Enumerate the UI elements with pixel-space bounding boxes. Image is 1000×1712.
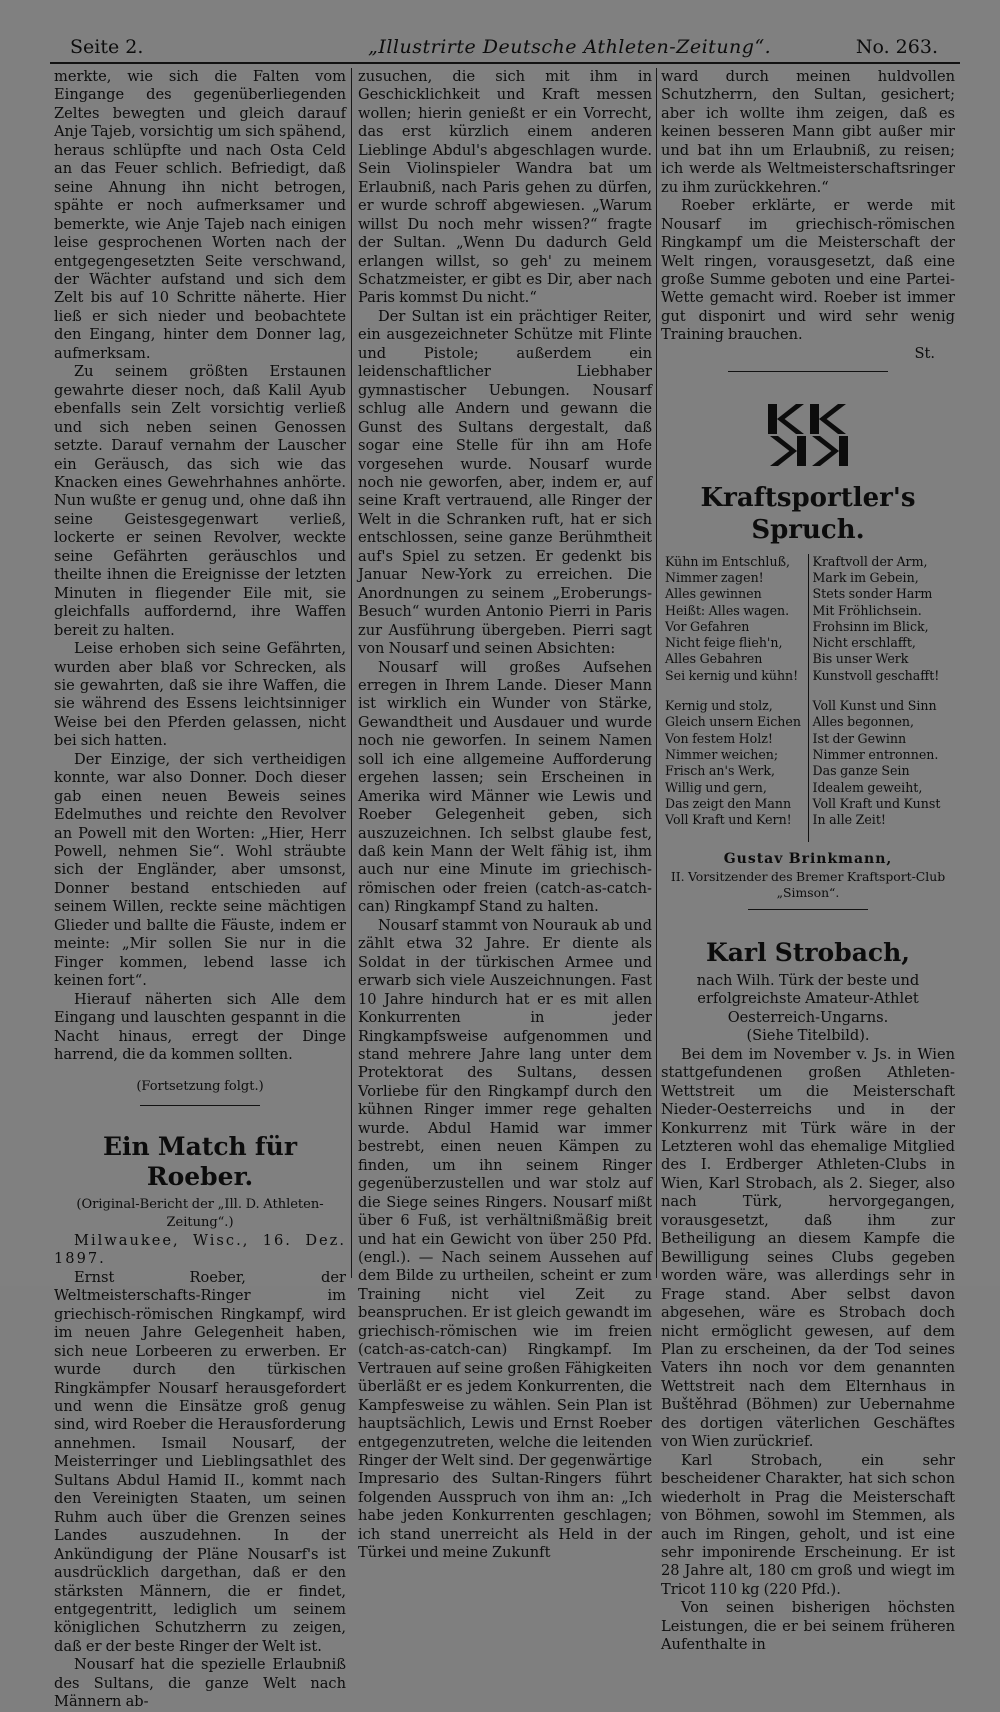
article-note: (Siehe Titelbild). [746,1027,870,1045]
story-paragraph: Leise erhoben sich seine Gefährten, wurden aber blaß vor Schrecken, als sie gewahrten, daß sie ihre Waffen, die sie während des Essens leichtsinniger Weise bei den Pferden gelassen, nicht bei sich hatten. [54,640,346,750]
poem-column-left [661,554,809,843]
dateline: Milwaukee, Wisc., 16. Dez. 1897. [54,1231,346,1268]
story-paragraph: merkte, wie sich die Falten vom Eingange des gegenüberliegenden Zeltes bewegten und gleich darauf Anje Tajeb, vorsichtig um sich spähend, heraus schlüpfte und nach Osta Celd an das Feuer schlich. Befriedigt, daß seine Ahnung ihn nicht betrogen, spähte er noch aufmerksamer und bemerkte, wie Anje Tajeb nach einigen leise gesprochenen Worten nach der entgegengesetzten Seite verschwand, der Wächter aufstand und sich dem Zelt bis auf 10 Schritte näherte. Hier ließ er sich nieder und beobachtete den Eingang, hinter dem Donner lag, aufmerksam. [54,68,346,362]
header-rule [50,62,960,64]
poem-title: Kraftsportler's Spruch. [700,482,916,545]
column-2 [358,68,652,1563]
poem-line: Mark im Gebein, [812,570,919,585]
article-paragraph: Karl Strobach, ein sehr bescheidener Charakter, hat sich schon wiederholt in Prag die Meisterschaft von Böhmen, sowohl im Stemmen, als auch im Ringen, geholt, und ist eine sehr imponirende Erscheinung. Er ist 28 Jahre alt, 180 cm groß und wiegt im Tricot 110 kg (220 Pfd.). [661,1451,955,1598]
poem-line: Alles gewinnen [665,586,762,602]
article-source-line: (Original-Bericht der „Ill. D. Athleten-Zeitung“.) [76,1196,324,1230]
column-3 [661,68,955,1655]
poem-line: Voll Kraft und Kern! [665,812,792,828]
poem-column-right [809,554,956,843]
poem-line: Nimmer entronnen. [812,746,939,762]
poem-line: Kraftvoll der Arm, [812,553,928,569]
poem-line: Nimmer zagen! [665,570,764,585]
article-headline: Karl Strobach, [705,937,911,967]
poem-stanza [813,554,952,684]
poem-line: Mit Fröhlichsein. [812,602,922,618]
article-paragraph: ward durch meinen huldvollen Schutzherrn, den Sultan, gesichert; aber ich wollte ihm zeigen, daß es keinen besseren Mann gibt außer mir und bat ihn um Erlaubniß, zu reisen; ich werde als Weltmeisterschaftsringer zu ihm zurückkehren.“ [661,68,955,196]
poem-line: Alles begonnen, [812,714,915,730]
page-number: Seite 2. [70,36,144,58]
article-paragraph: Ernst Roeber, der Weltmeisterschafts-Ringer im griechisch-römischen Ringkampf, wird im neuen Jahre Gelegenheit haben, sich neue Lorbeeren zu erwerben. Er wurde durch den türkischen Ringkämpfer Nousarf herausgefordert und wenn die Einsätze groß genug sind, wird Roeber die Herausforderung annehmen. Ismail Nousarf, der Meisterringer und Lieblingsathlet des Sultans Abdul Hamid II., kommt nach den Vereinigten Staaten, um seinen Ruhm auch über die Grenzen seines Landes auszudehnen. In der Ankündigung der Pläne Nousarf's ist ausdrücklich dargethan, daß er den stärksten Männern, die er findet, entgegentritt, lediglich um seinem königlichen Schutzherrn zu zeigen, daß er der beste Ringer der Welt ist. [54,1268,346,1655]
story-paragraph: Zu seinem größten Erstaunen gewahrte dieser noch, daß Kalil Ayub ebenfalls sein Zelt vorsichtig verließ und sich neben seinen Genossen setzte. Darauf vernahm der Lauscher ein Geräusch, das sich wie das Knacken eines Gewehrhahnes anhörte. Nun wußte er genug und, ohne daß ihn seine Geistesgegenwart verließ, lockerte er seinen Revolver, weckte seine Gefährten geräuschlos und theilte ihnen die Ereignisse der letzten Minuten in fliegender Eile mit, sie gleichfalls auffordernd, ihre Waffen bereit zu halten. [54,363,346,639]
poem-line: Kernig und stolz, [665,698,773,714]
article-signature: St. [914,344,935,362]
poem-line: Voll Kunst und Sinn [812,698,937,714]
kk-emblem-icon [661,400,955,475]
poem-line: Nicht erschlafft, [812,635,916,651]
story-paragraph: Der Einzige, der sich vertheidigen konnte, war also Donner. Doch dieser gab einen neuen Beweis seines Edelmuthes und reichte den Revolver an Powell mit den Worten: „Hier, Herr Powell, nehmen Sie“. Wohl sträubte sich der Engländer, aber umsonst, Donner bestand entschieden auf seinem Willen, reckte seine mächtigen Glieder und ballte die Fäuste, indem er meinte: „Mir sollen Sie nur in die Finger kommen, lebend lasse ich keinen fort“. [54,750,346,990]
poem-line: Idealem geweiht, [812,779,923,795]
story-paragraph: Hierauf näherten sich Alle dem Eingang und lauschten gespannt in die Nacht hinaus, erregt der Dinge harrend, die da kommen sollten. [54,990,346,1064]
article-paragraph: Nousarf stammt von Nourauk ab und zählt etwa 32 Jahre. Er diente als Soldat in der türkischen Armee und erwarb sich viele Auszeichnungen. Fast 10 Jahre hindurch hat er es mit allen Konkurrenten in jeder Ringkampfsweise aufgenommen und stand mehrere Jahre lang unter dem Protektorat des Sultans, dessen Vorliebe für den Ringkampf durch den kühnen Ringer immer rege gehalten wurde. Abdul Hamid war immer bestrebt, einen neuen Kämpen zu finden, um ihn seinem Ringer gegenüberzustellen und war stolz auf die Siege seines Ringers. Nousarf mißt über 6 Fuß, ist verhältnißmäßig breit und hat ein Gewicht von über 250 Pfd. (engl.). — Nach seinem Aussehen auf dem Bilde zu urtheilen, scheint er zum Training nicht viel Zeit zu beanspruchen. Er ist gleich gewandt im griechisch-römischen wie im freien (catch-as-catch-can) Ringkampf. Im Vertrauen auf seine großen Fähigkeiten überläßt er es jedem Konkurrenten, die Kampfesweise zu wählen. Sein Plan ist hauptsächlich, Lewis und Ernst Roeber entgegenzutreten, welche die leitenden Ringer der Welt sind. Der gegenwärtige Impresario des Sultan-Ringers führt folgenden Ausspruch von ihm an: „Ich habe jeden Konkurrenten geschlagen; ich stand unerreicht als Held in der Türkei und meine Zukunft [358,916,652,1562]
poem-line: Stets sonder Harm [812,586,933,602]
article-paragraph: Nousarf hat die spezielle Erlaubniß des Sultans, die ganze Welt nach Männern ab- [54,1656,346,1711]
poem-stanza [665,698,804,828]
article-paragraph: Der Sultan ist ein prächtiger Reiter, ein ausgezeichneter Schütze mit Flinte und Pistole; außerdem ein leidenschaftlicher Liebhaber gymnastischer Uebungen. Nousarf schlug alle Andern und gewann die Gunst des Sultans dergestalt, daß sogar eine Stelle für ihn am Hofe vorgesehen wurde. Nousarf wurde noch nie geworfen, aber, indem er, auf seine Kraft vertrauend, alle Ringer der Welt in die Schranken ruft, hat er sich entschlossen, seine ganze Berühmtheit auf's Spiel zu setzen. Er gedenkt bis Januar New-York zu erreichen. Die Anordnungen zu seinem „Eroberungs-Besuch“ wurden Antonio Pierri in Paris zur Ausführung übergeben. Pierri sagt von Nousarf und seinen Absichten: [358,307,652,658]
poem-line: Heißt: Alles wagen. [665,602,790,618]
poem-line: Von festem Holz! [665,730,773,746]
section-rule [748,909,868,910]
issue-number: No. 263. [855,36,938,58]
article-subheading: nach Wilh. Türk der beste und erfolgreichste Amateur-Athlet Oesterreich-Ungarns. [696,971,920,1026]
poem-line: Das ganze Sein [812,763,910,779]
article-paragraph: zusuchen, die sich mit ihm in Geschicklichkeit und Kraft messen wollen; hierin genießt er ein Vorrecht, das erst kürzlich einem anderen Lieblinge Abdul's abgeschlagen wurde. Sein Violinspieler Wandra bat um Erlaubniß, nach Paris gehen zu dürfen, er wurde schroff abgewiesen. „Warum willst Du noch mehr wissen?“ fragte der Sultan. „Wenn Du dadurch Geld erlangen willst, so geh' zu meinem Schatzmeister, er gibt es Dir, aber nach Paris kommst Du nicht.“ [358,68,652,307]
continuation-note: (Fortsetzung folgt.) [136,1079,264,1095]
poem-line: Nimmer weichen; [665,746,779,762]
article-paragraph: Bei dem im November v. Js. in Wien stattgefundenen großen Athleten-Wettstreit um die Meisterschaft Nieder-Oesterreichs und in der Konkurrenz mit Türk wäre in der Letzteren wohl das ehemalige Mitglied des I. Erdberger Athleten-Clubs in Wien, Karl Strobach, als 2. Sieger, also nach Türk, hervorgegangen, vorausgesetzt, daß ihm zur Betheiligung an diesem Kampfe die Bewilligung seines Clubs gegeben worden wäre, was allerdings sehr in Frage stand. Aber selbst davon abgesehen, wäre es Strobach doch nicht ermöglicht gewesen, auf dem Plan zu erscheinen, da der Tod seines Vaters ihn noch vor dem genannten Wettstreit nach dem Elternhaus in Buštěhrad (Böhmen) zur Uebernahme des dortigen väterlichen Geschäftes von Wien zurückrief. [661,1045,955,1451]
column-divider-1 [351,68,352,1278]
poem-line: Nicht feige flieh'n, [665,635,783,651]
poem-line: Frohsinn im Blick, [812,618,929,634]
poem-line: Kunstvoll geschafft! [812,667,940,683]
poem-line: Ist der Gewinn [812,730,907,746]
poem-block [661,554,955,843]
poem-line: In alle Zeit! [812,812,886,828]
poem-stanza [665,554,804,684]
poem-line: Frisch an's Werk, [665,763,775,779]
article-headline: Ein Match für Roeber. [102,1131,298,1191]
poem-line: Willig und gern, [665,779,767,795]
poem-stanza [813,698,952,828]
poem-author-role: II. Vorsitzender des Bremer Kraftsport-Club „Simson“. [670,868,946,900]
poem-line: Das zeigt den Mann [665,795,792,811]
poem-line: Alles Gebahren [665,651,763,667]
poem-line: Bis unser Werk [812,651,909,667]
article-paragraph: Roeber erklärte, er werde mit Nousarf im griechisch-römischen Ringkampf um die Meisterschaft der Welt ringen, vorausgesetzt, daß eine große Summe geboten und eine Partei-Wette gemacht wird. Roeber ist immer gut disponirt und wird sehr wenig Training brauchen. [661,197,955,344]
poem-line: Voll Kraft und Kunst [812,795,941,811]
poem-line: Kühn im Entschluß, [665,553,790,569]
masthead-title: „Illustrirte Deutsche Athleten-Zeitung“. [368,36,772,58]
section-rule [140,1105,260,1106]
article-paragraph: Von seinen bisherigen höchsten Leistungen, die er bei seinem früheren Aufenthalte in [661,1599,955,1654]
column-divider-2 [656,68,657,1278]
article-paragraph: Nousarf will großes Aufsehen erregen in Ihrem Lande. Dieser Mann ist wirklich ein Wunder von Stärke, Gewandtheit und Ausdauer und wurde noch nie geworfen. In seinem Namen soll ich eine allgemeine Aufforderung ergehen lassen; sein Erscheinen in Amerika wird Männer wie Lewis und Roeber Gelegenheit geben, sich auszuzeichnen. Ich selbst glaube fest, daß kein Mann der Welt fähig ist, ihm auch nur eine Minute im griechisch-römischen oder freien (catch-as-catch-can) Ringkampf Stand zu halten. [358,658,652,916]
poem-line: Gleich unsern Eichen [665,714,801,730]
section-rule [728,371,888,372]
poem-author: Gustav Brinkmann, [723,851,893,868]
poem-line: Sei kernig und kühn! [665,667,799,683]
poem-line: Vor Gefahren [665,618,750,634]
column-1 [54,68,346,1712]
